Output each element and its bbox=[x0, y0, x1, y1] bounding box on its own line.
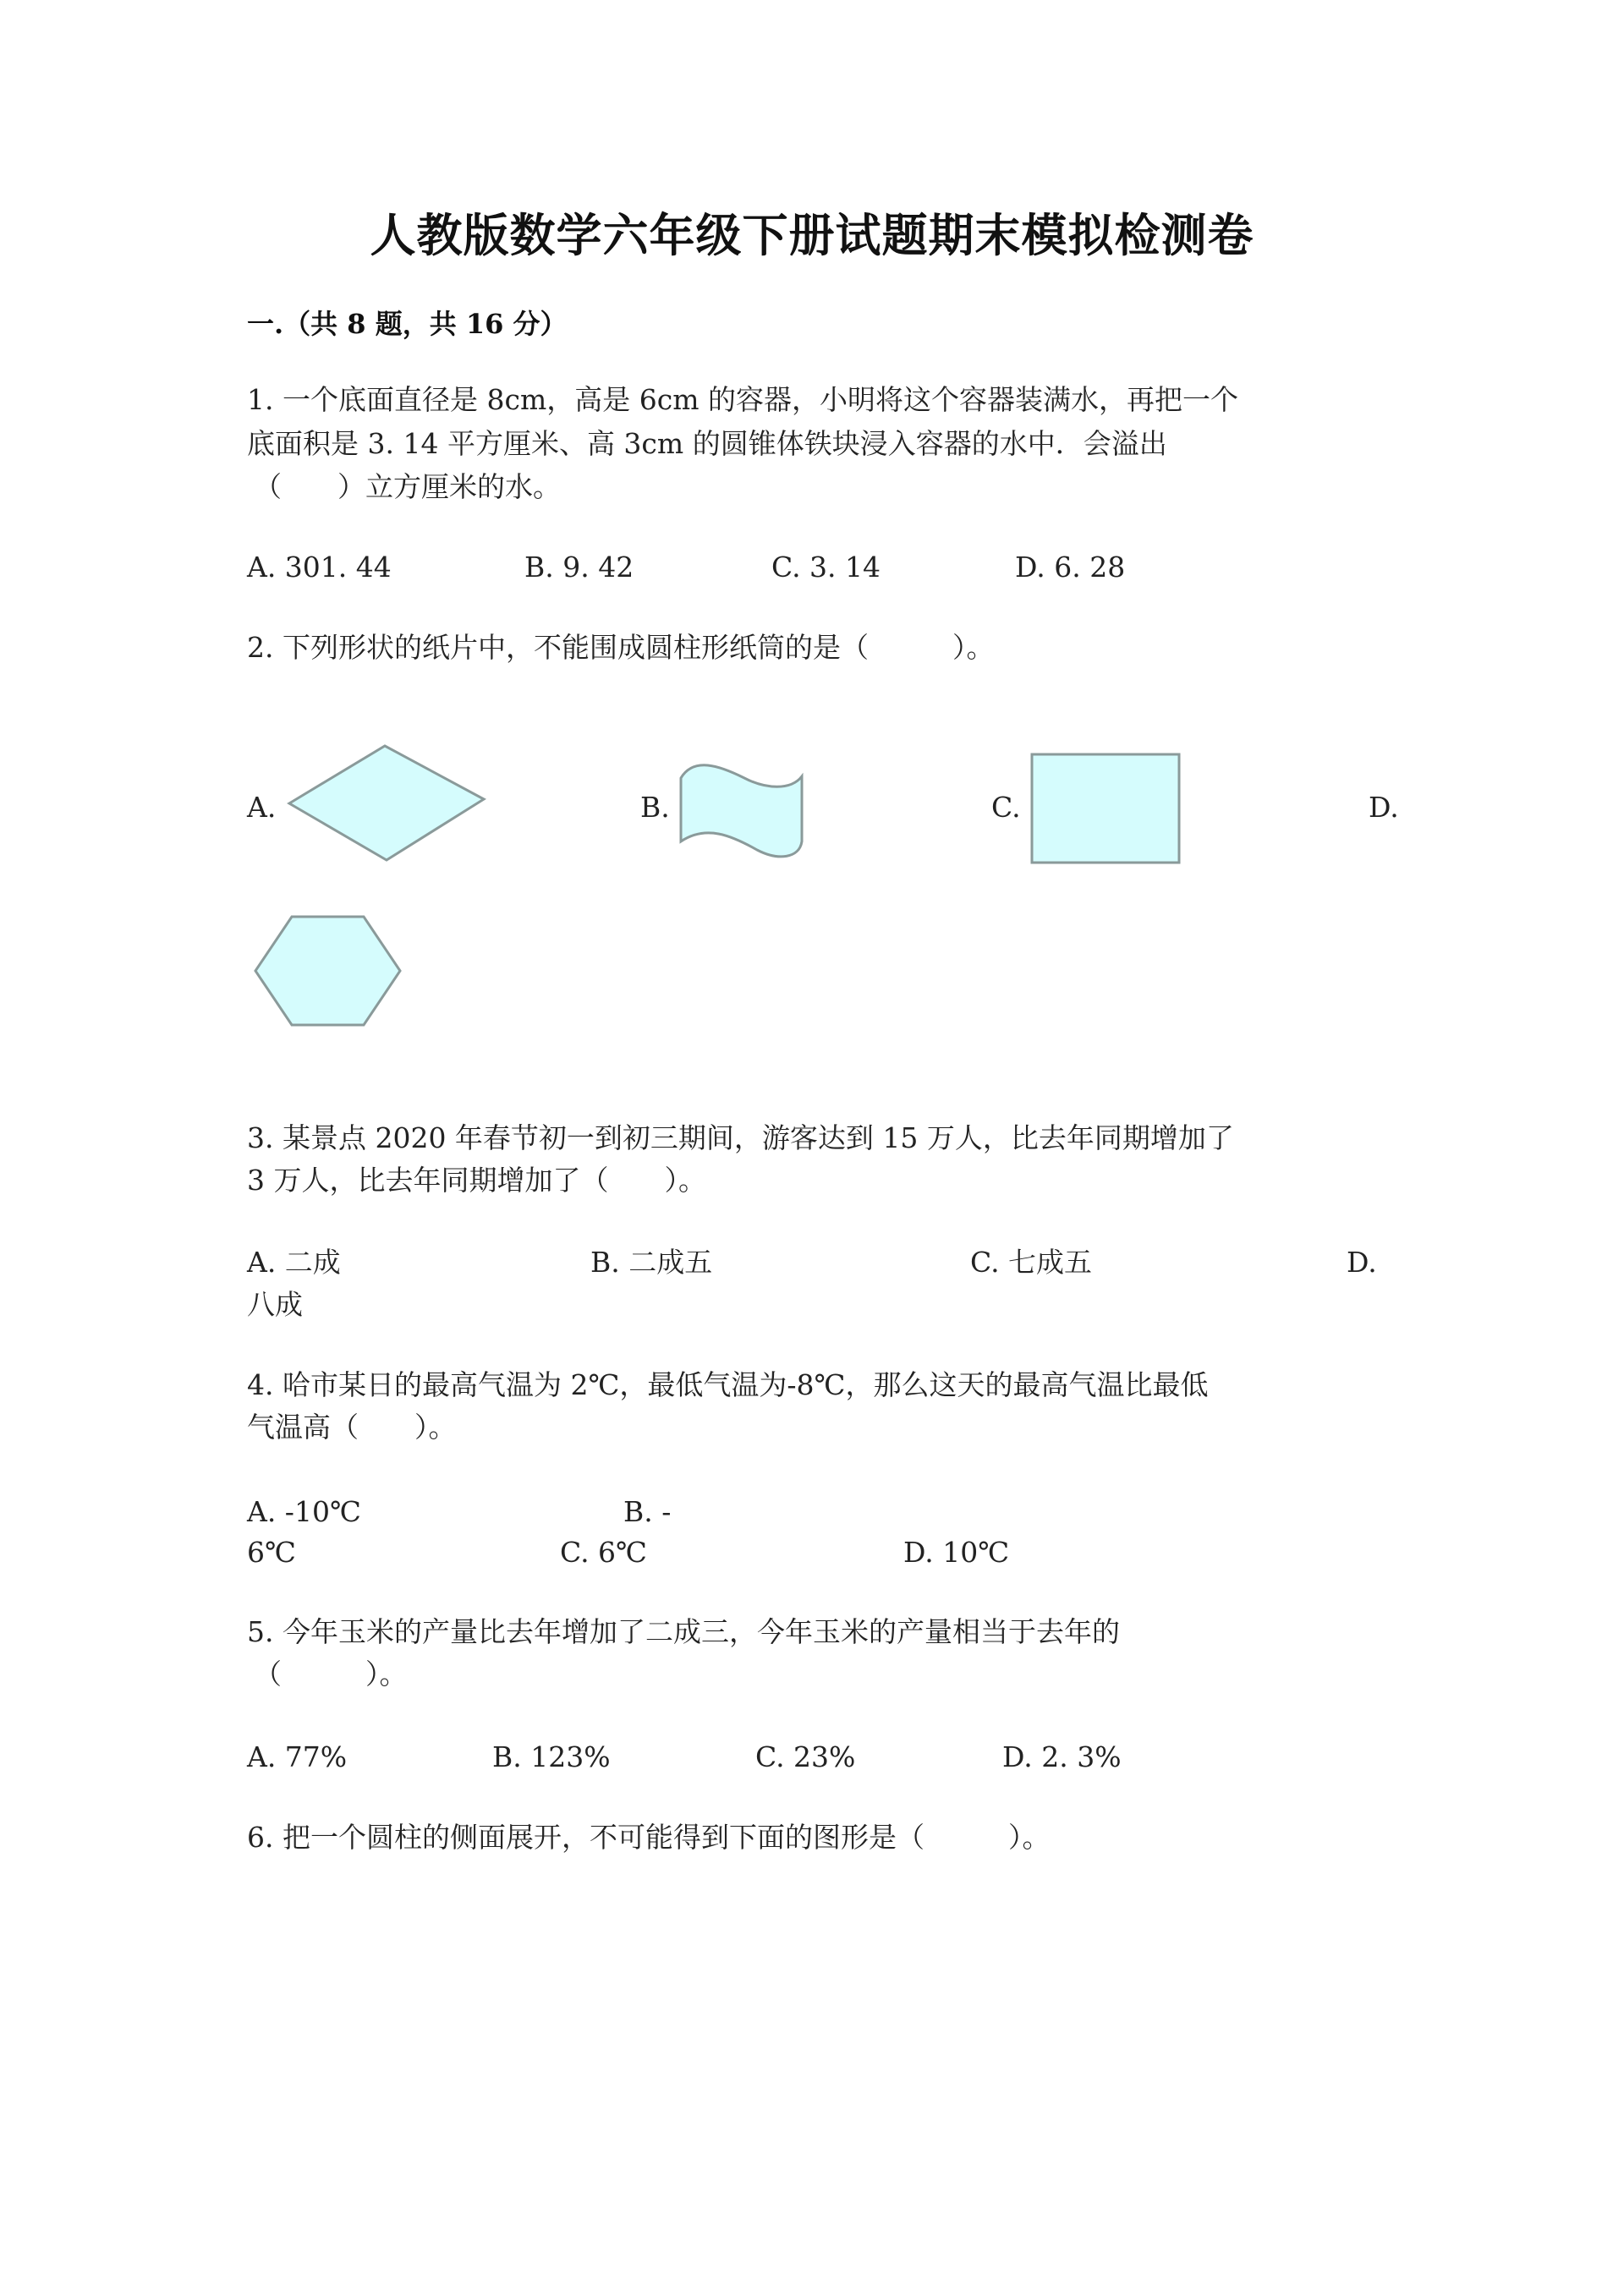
option-d[interactable]: D. 10℃ bbox=[903, 1536, 1010, 1569]
option-a[interactable]: A. 301. 44 bbox=[247, 551, 392, 584]
option-b-text[interactable]: 6℃ bbox=[247, 1536, 296, 1569]
question-text-line: 2. 下列形状的纸片中，不能围成圆柱形纸筒的是（ ）。 bbox=[247, 631, 995, 664]
hexagon-shape-icon bbox=[254, 913, 406, 1032]
option-b[interactable]: B. 二成五 bbox=[590, 1246, 713, 1279]
option-d-text[interactable]: 八成 bbox=[247, 1288, 303, 1321]
option-d[interactable]: D. 2. 3% bbox=[1002, 1740, 1122, 1773]
option-b[interactable]: B. bbox=[640, 791, 670, 824]
option-d[interactable]: D. 6. 28 bbox=[1015, 551, 1126, 584]
question-text-line: 4. 哈市某日的最高气温为 2℃，最低气温为-8℃，那么这天的最高气温比最低 bbox=[247, 1368, 1209, 1401]
question-text-line: 底面积是 3. 14 平方厘米、高 3cm 的圆锥体铁块浸入容器的水中．会溢出 bbox=[247, 427, 1167, 460]
question-text-line: 3 万人，比去年同期增加了（ ）。 bbox=[247, 1164, 706, 1197]
wavy-parallelogram-shape-icon bbox=[677, 761, 808, 863]
option-a[interactable]: A. bbox=[247, 791, 277, 824]
option-d[interactable]: D. bbox=[1347, 1246, 1377, 1279]
question-text-line: 气温高（ ）。 bbox=[247, 1411, 457, 1444]
question-text-line: （ ）。 bbox=[254, 1658, 408, 1690]
option-c[interactable]: C. bbox=[991, 791, 1021, 824]
question-text-line: 6. 把一个圆柱的侧面展开，不可能得到下面的图形是（ ）。 bbox=[247, 1821, 1051, 1854]
option-b[interactable]: B. - bbox=[623, 1495, 672, 1528]
question-text-line: 5. 今年玉米的产量比去年增加了二成三，今年玉米的产量相当于去年的 bbox=[247, 1615, 1120, 1648]
rectangle-shape-icon bbox=[1030, 753, 1182, 867]
page-title: 人教版数学六年级下册试题期末模拟检测卷 bbox=[370, 209, 1254, 262]
option-c[interactable]: C. 6℃ bbox=[560, 1536, 647, 1569]
option-d[interactable]: D. bbox=[1369, 791, 1399, 824]
question-text-line: 1. 一个底面直径是 8cm，高是 6cm 的容器，小明将这个容器装满水，再把一个 bbox=[247, 383, 1238, 416]
option-a[interactable]: A. 77% bbox=[247, 1740, 348, 1773]
option-b[interactable]: B. 9. 42 bbox=[524, 551, 634, 584]
question-text-line: （ ）立方厘米的水。 bbox=[254, 470, 561, 503]
option-c[interactable]: C. 3. 14 bbox=[771, 551, 881, 584]
option-b[interactable]: B. 123% bbox=[492, 1740, 611, 1773]
section-heading: 一.（共 8 题，共 16 分） bbox=[247, 308, 568, 340]
question-text-line: 3. 某景点 2020 年春节初一到初三期间，游客达到 15 万人，比去年同期增加了 bbox=[247, 1121, 1234, 1154]
option-c[interactable]: C. 23% bbox=[755, 1740, 856, 1773]
option-a[interactable]: A. 二成 bbox=[247, 1246, 341, 1279]
rhombus-shape-icon bbox=[288, 744, 491, 863]
option-c[interactable]: C. 七成五 bbox=[970, 1246, 1093, 1279]
option-a[interactable]: A. -10℃ bbox=[247, 1495, 361, 1528]
